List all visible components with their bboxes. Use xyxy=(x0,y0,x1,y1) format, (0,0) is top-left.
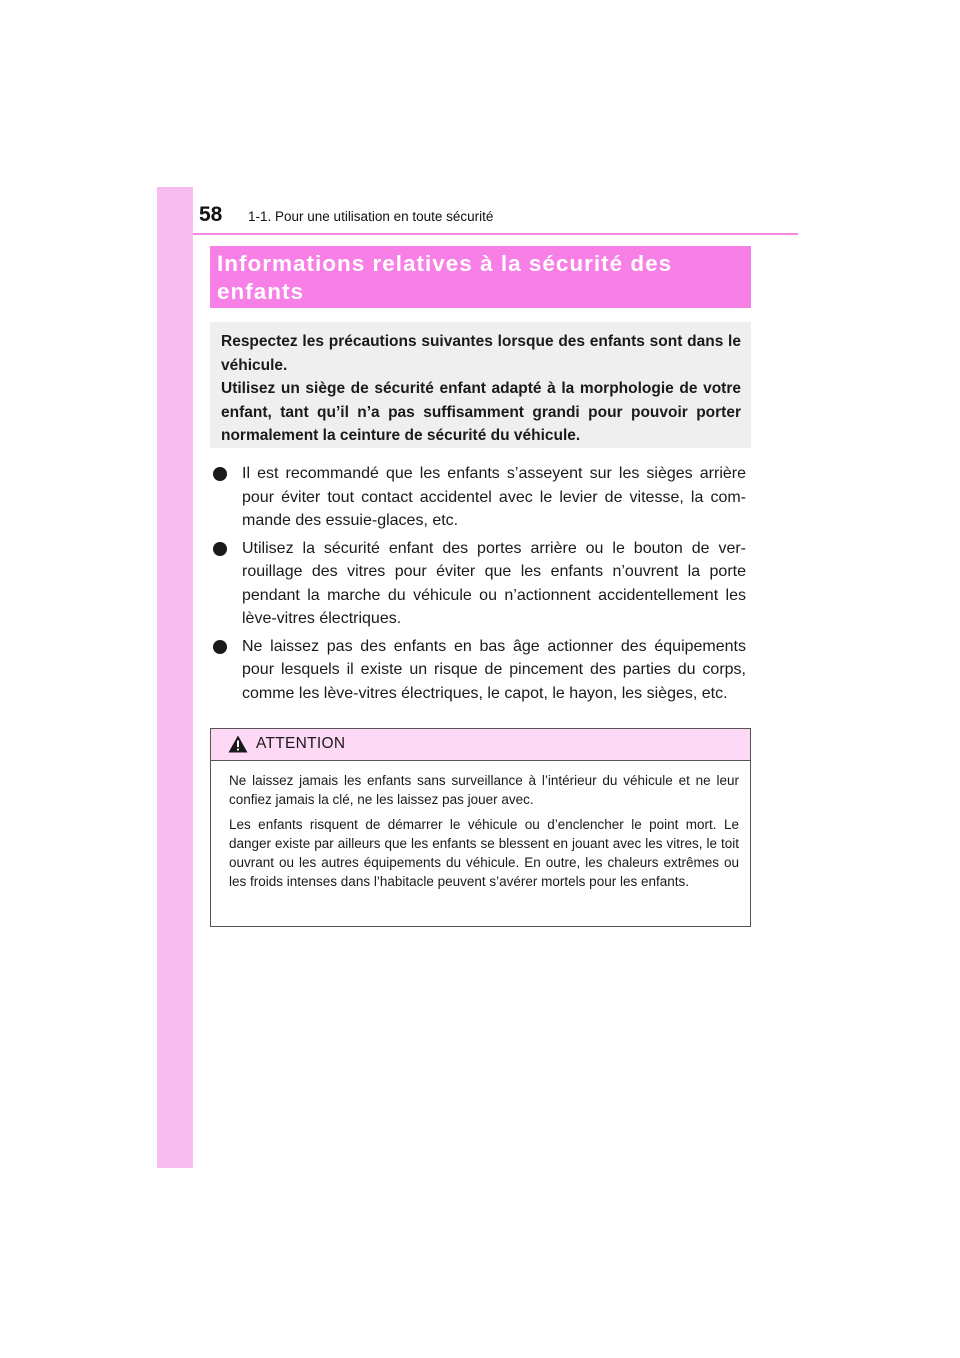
list-item xyxy=(213,635,746,706)
bullet-text: Utilisez la sécurité enfant des portes arrière ou le bouton de ver-rouillage des vitres pour éviter que les enfants n’ouvrent la porte pendant la marche du véhicule ou n’actionnent accidentellement les lève-vitres électriques. xyxy=(242,539,746,627)
section-title-banner: Informations relatives à la sécurité des enfants xyxy=(210,246,751,308)
warning-triangle-icon xyxy=(228,735,248,753)
intro-line-1: Respectez les précautions suivantes lorsque des enfants sont dans le véhicule. xyxy=(221,333,741,374)
bullet-text: Ne laissez pas des enfants en bas âge actionner des équipements pour lesquels il existe un risque de pincement des parties du corps, comme les lève-vitres électriques, le capot, le hayon, les sièges, etc. xyxy=(242,637,746,702)
intro-box xyxy=(210,322,751,448)
page-number: 58 xyxy=(199,203,223,226)
intro-line-2: Utilisez un siège de sécurité enfant adapté à la morphologie de votre enfant, tant qu’il n’a pas suffisamment grandi pour pouvoir porter normalement la ceinture de sécurité du véhicule. xyxy=(221,380,741,444)
caution-box xyxy=(210,728,751,927)
side-strip xyxy=(157,187,193,1168)
bullet-icon xyxy=(213,542,227,556)
caution-title: ATTENTION xyxy=(256,735,346,752)
caution-body xyxy=(211,761,750,891)
header-rule xyxy=(193,233,798,235)
bullet-text: Il est recommandé que les enfants s’asseyent sur les sièges arrière pour éviter tout contact accidentel avec le levier de vitesse, la com-mande des essuie-glaces, etc. xyxy=(242,465,746,529)
bullet-list xyxy=(213,462,746,709)
caution-paragraph: Les enfants risquent de démarrer le véhicule ou d’enclencher le point mort. Le danger existe par ailleurs que les enfants se blessent en jouant avec les vitres, le toit ouvrant ou les autres équipements du véhicule. En outre, les chaleurs extrêmes ou les froids intenses dans l’habitacle peuvent s’avérer mortels pour les enfants. xyxy=(229,817,739,889)
list-item xyxy=(213,537,746,631)
bullet-icon xyxy=(213,467,227,481)
chapter-heading: 1-1. Pour une utilisation en toute sécurité xyxy=(248,209,494,224)
caution-paragraph: Ne laissez jamais les enfants sans surveillance à l’intérieur du véhicule et ne leur confiez jamais la clé, ne les laissez pas jouer avec. xyxy=(229,773,739,807)
caution-header xyxy=(211,729,750,761)
list-item xyxy=(213,462,746,533)
bullet-icon xyxy=(213,640,227,654)
